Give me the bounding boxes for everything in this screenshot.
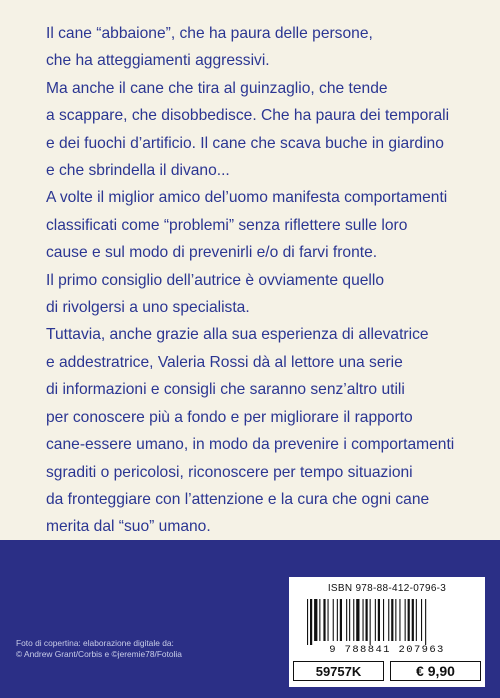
blurb-line: di rivolgersi a uno specialista.	[46, 299, 250, 317]
barcode-bar	[328, 599, 329, 641]
credits-line-1: Foto di copertina: elaborazione digitale da:	[16, 638, 174, 648]
barcode-bar	[356, 599, 359, 641]
barcode-bar	[370, 599, 371, 645]
blurb-line: da fronteggiare con l’attenzione e la cura che ogni cane	[46, 490, 430, 508]
barcode-bar	[346, 599, 347, 641]
credits-line-2: © Andrew Grant/Corbis e ©jeremie78/Fotolia	[16, 649, 182, 659]
blurb-line: di informazioni e consigli che saranno senz’altro utili	[46, 381, 405, 399]
blurb-line: Tuttavia, anche grazie alla sua esperienza di allevatrice	[46, 326, 429, 344]
barcode-bar	[353, 599, 354, 641]
blurb-line: cane-essere umano, in modo da prevenire i comportamenti	[46, 436, 455, 454]
price: € 9,90	[390, 661, 481, 681]
barcode-bar	[375, 599, 376, 641]
blurb-line: e che sbrindella il divano...	[46, 162, 230, 180]
barcode-bar	[349, 599, 350, 641]
blurb-line: A volte il miglior amico del’uomo manifesta comportamenti	[46, 189, 448, 207]
barcode-bar	[391, 599, 393, 641]
barcode-bar	[314, 599, 317, 641]
barcode-bar	[333, 599, 334, 641]
blurb-line: sgraditi o pericolosi, riconoscere per tempo situazioni	[46, 463, 413, 481]
barcode-bar	[425, 599, 426, 645]
blurb-line: Il cane “abbaione”, che ha paura delle persone,	[46, 25, 373, 42]
blurb-line: classificati come “problemi” senza riflettere sulle loro	[46, 216, 408, 234]
barcode-bar	[383, 599, 384, 641]
barcode-bars	[305, 599, 469, 645]
barcode-bar	[421, 599, 422, 641]
barcode-bar	[412, 599, 414, 641]
blurb-line: per conoscere più a fondo e per migliorare il rapporto	[46, 408, 413, 426]
barcode-bar	[337, 599, 338, 641]
blurb-line: a scappare, che disobbedisce. Che ha paura dei temporali	[46, 107, 450, 125]
blurb-line: merita dal “suo” umano.	[46, 518, 211, 536]
blurb-line: Ma anche il cane che tira al guinzaglio, che tende	[46, 79, 388, 97]
barcode-bar	[388, 599, 389, 641]
barcode-label	[289, 577, 485, 687]
barcode-bar	[408, 599, 410, 641]
barcode-bar	[395, 599, 396, 641]
barcode-bar	[366, 599, 368, 641]
product-code: 59757K	[293, 661, 384, 681]
ean-digits: 9 788841 207963	[329, 644, 445, 656]
barcode-bar	[405, 599, 406, 641]
blurb-line: e addestratrice, Valeria Rossi dà al lettore una serie	[46, 353, 403, 371]
blurb-line: e dei fuochi d’artificio. Il cane che scava buche in giardino	[46, 134, 444, 152]
blurb-line: cause e sul modo di prevenirli e/o di farvi fronte.	[46, 244, 378, 262]
barcode-bar	[340, 599, 342, 641]
barcode-bar	[416, 599, 417, 641]
barcode-bar	[319, 599, 320, 641]
blurb-text	[46, 20, 486, 541]
blurb-line: che ha atteggiamenti aggressivi.	[46, 52, 270, 70]
barcode-bar	[307, 599, 308, 645]
barcode-bar	[323, 599, 325, 641]
isbn-text: ISBN 978-88-412-0796-3	[327, 583, 447, 594]
barcode-bar	[378, 599, 380, 641]
barcode-bar	[399, 599, 400, 641]
blurb-line: Il primo consiglio dell’autrice è ovviamente quello	[46, 271, 385, 289]
barcode-bar	[363, 599, 364, 641]
photo-credits	[16, 638, 276, 660]
barcode-bar	[310, 599, 312, 645]
code-price-row	[293, 661, 481, 681]
